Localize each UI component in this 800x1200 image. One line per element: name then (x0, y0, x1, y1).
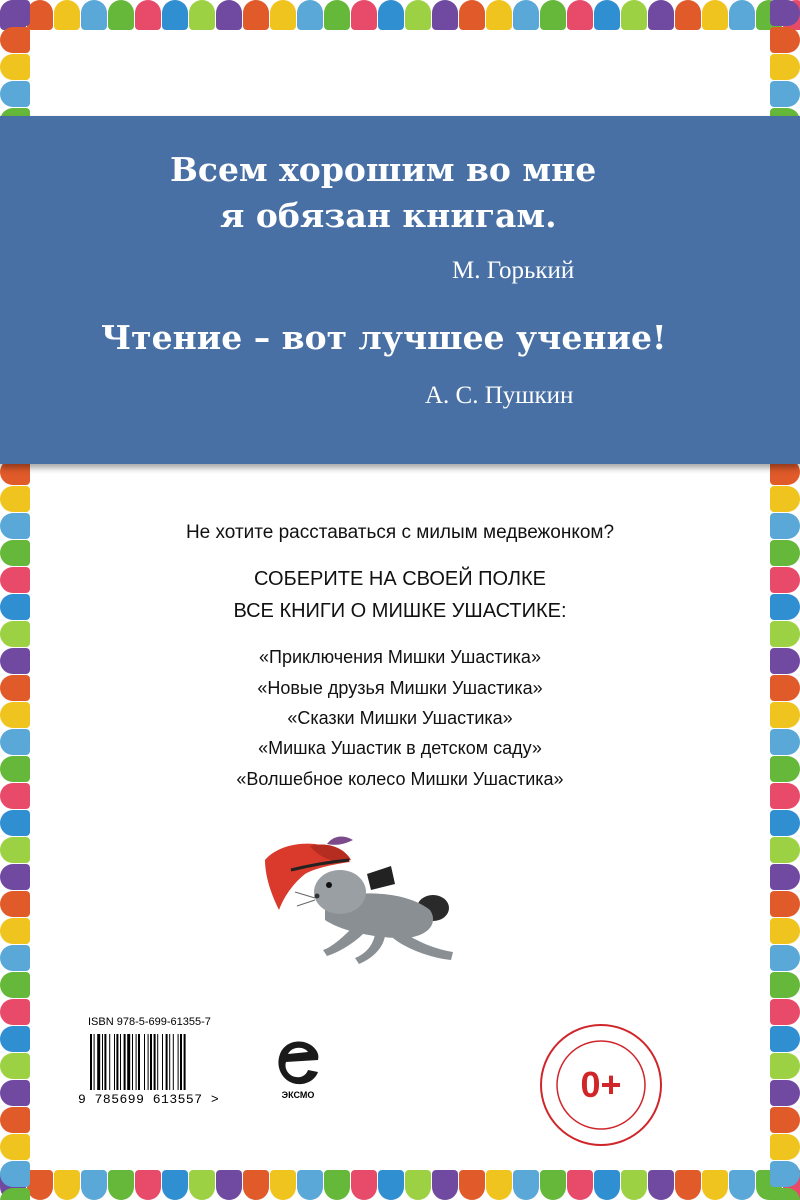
border-scallop (189, 0, 215, 30)
border-scallop (621, 1170, 647, 1200)
border-scallop (621, 0, 647, 30)
barcode-bar (104, 1034, 106, 1090)
border-scallop (162, 0, 188, 30)
border-scallop (54, 0, 80, 30)
barcode-bar (97, 1034, 100, 1090)
border-scallop (0, 972, 30, 998)
barcode-bar (102, 1034, 103, 1090)
border-scallop (486, 0, 512, 30)
border-scallop (770, 486, 800, 512)
barcode-bar (157, 1034, 158, 1090)
quote-1-line-1: Всем хорошим во мне (170, 150, 597, 189)
border-scallop (702, 1170, 728, 1200)
border-scallop (770, 999, 800, 1025)
book-title: «Сказки Мишки Ушастика» (287, 708, 513, 728)
border-scallop (648, 0, 674, 30)
border-scallop (324, 1170, 350, 1200)
barcode-bar (120, 1034, 121, 1090)
barcode-bar (124, 1034, 126, 1090)
border-scallop (135, 1170, 161, 1200)
border-scallop (486, 1170, 512, 1200)
border-scallop (770, 918, 800, 944)
heading-line-1: СОБЕРИТЕ НА СВОЕЙ ПОЛКЕ (254, 568, 546, 590)
border-scallop (0, 891, 30, 917)
border-scallop (770, 1107, 800, 1133)
border-scallop (0, 1161, 30, 1187)
border-scallop (675, 0, 701, 30)
barcode-bar (109, 1034, 110, 1090)
border-scallop (0, 837, 30, 863)
border-scallop (81, 0, 107, 30)
border-scallop (540, 1170, 566, 1200)
border-scallop (729, 0, 755, 30)
border-scallop (0, 81, 30, 107)
border-scallop (81, 1170, 107, 1200)
border-scallop (729, 1170, 755, 1200)
border-scallop (270, 1170, 296, 1200)
border-scallop (378, 0, 404, 30)
quote-2-line-1: Чтение – вот лучшее учение! (101, 318, 667, 357)
border-scallop (27, 0, 53, 30)
book-title: «Волшебное колесо Мишки Ушастика» (236, 769, 564, 789)
quote-1-line-2: я обязан книгам. (220, 196, 557, 235)
border-scallop (216, 0, 242, 30)
border-scallop (54, 1170, 80, 1200)
border-scallop (351, 1170, 377, 1200)
border-scallop (0, 1188, 30, 1200)
border-scallop (770, 621, 800, 647)
border-scallop (378, 1170, 404, 1200)
barcode-bar (148, 1034, 149, 1090)
isbn-text: ISBN 978-5-699-61355-7 (88, 1016, 211, 1028)
border-scallop (108, 0, 134, 30)
border-bottom (0, 1170, 800, 1200)
quote-2-author: А. С. Пушкин (425, 382, 574, 409)
border-scallop (770, 837, 800, 863)
border-scallop (0, 0, 30, 26)
barcode-bar (127, 1034, 130, 1090)
barcode-bar (116, 1034, 118, 1090)
border-scallop (351, 0, 377, 30)
border-scallop (770, 1026, 800, 1052)
quote-1-author: М. Горький (452, 257, 575, 284)
border-scallop (770, 945, 800, 971)
publisher-name: ЭКСМО (281, 1090, 315, 1100)
intro-text: Не хотите расставаться с милым медвежонком? (185, 522, 615, 543)
quote-panel (0, 116, 800, 464)
border-scallop (770, 27, 800, 53)
border-scallop (432, 1170, 458, 1200)
border-scallop (405, 0, 431, 30)
border-scallop (432, 0, 458, 30)
border-scallop (675, 1170, 701, 1200)
barcode-bar (114, 1034, 115, 1090)
barcode-bar (180, 1034, 182, 1090)
barcode-bar (90, 1034, 92, 1090)
border-scallop (459, 0, 485, 30)
border-scallop (324, 0, 350, 30)
barcode-bar (150, 1034, 152, 1090)
border-scallop (567, 0, 593, 30)
border-scallop (770, 1080, 800, 1106)
isbn-block (78, 1016, 243, 1106)
book-title: «Новые друзья Мишки Ушастика» (257, 678, 543, 698)
border-scallop (0, 810, 30, 836)
border-scallop (27, 1170, 53, 1200)
border-scallop (162, 1170, 188, 1200)
barcode-bar (173, 1034, 174, 1090)
border-scallop (405, 1170, 431, 1200)
border-scallop (297, 0, 323, 30)
barcode-bar (136, 1034, 137, 1090)
barcode-bar (138, 1034, 140, 1090)
barcode-bar (178, 1034, 179, 1090)
barcode-bar (184, 1034, 186, 1090)
age-rating-badge (536, 1020, 666, 1150)
bunny-illustration (255, 830, 485, 980)
border-scallop (648, 1170, 674, 1200)
border-scallop (0, 27, 30, 53)
border-scallop (0, 945, 30, 971)
border-scallop (770, 810, 800, 836)
border-scallop (770, 972, 800, 998)
border-scallop (770, 54, 800, 80)
border-scallop (770, 1134, 800, 1160)
border-scallop (770, 81, 800, 107)
border-scallop (0, 621, 30, 647)
border-scallop (513, 0, 539, 30)
border-scallop (0, 1053, 30, 1079)
border-scallop (770, 1053, 800, 1079)
border-scallop (0, 486, 30, 512)
border-scallop (0, 1026, 30, 1052)
barcode-bar (154, 1034, 156, 1090)
border-scallop (540, 0, 566, 30)
border-scallop (216, 1170, 242, 1200)
border-scallop (702, 0, 728, 30)
border-scallop (135, 0, 161, 30)
border-scallop (243, 0, 269, 30)
barcode-bar (162, 1034, 163, 1090)
border-scallop (770, 1188, 800, 1200)
barcode-bar (94, 1034, 95, 1090)
border-scallop (594, 1170, 620, 1200)
border-scallop (0, 999, 30, 1025)
book-title: «Мишка Ушастик в детском саду» (258, 738, 542, 758)
barcode-bar (169, 1034, 170, 1090)
border-scallop (770, 864, 800, 890)
barcode-digits: 9 785699 613557 > (78, 1092, 220, 1107)
border-scallop (189, 1170, 215, 1200)
barcode-bar (144, 1034, 145, 1090)
border-scallop (0, 1080, 30, 1106)
barcode-bar (132, 1034, 133, 1090)
barcode-bar (166, 1034, 168, 1090)
border-scallop (770, 1161, 800, 1187)
barcode (88, 1034, 238, 1090)
border-scallop (594, 0, 620, 30)
border-scallop (0, 1134, 30, 1160)
border-scallop (0, 864, 30, 890)
border-scallop (513, 1170, 539, 1200)
age-rating: 0+ (580, 1064, 622, 1105)
heading-line-2: ВСЕ КНИГИ О МИШКЕ УШАСТИКЕ: (233, 600, 567, 622)
border-scallop (0, 1107, 30, 1133)
border-scallop (0, 54, 30, 80)
border-scallop (297, 1170, 323, 1200)
border-scallop (459, 1170, 485, 1200)
border-scallop (108, 1170, 134, 1200)
border-scallop (770, 0, 800, 26)
border-scallop (0, 918, 30, 944)
book-title: «Приключения Мишки Ушастика» (259, 647, 541, 667)
border-scallop (243, 1170, 269, 1200)
border-top (0, 0, 800, 30)
border-scallop (770, 891, 800, 917)
border-scallop (567, 1170, 593, 1200)
border-scallop (270, 0, 296, 30)
